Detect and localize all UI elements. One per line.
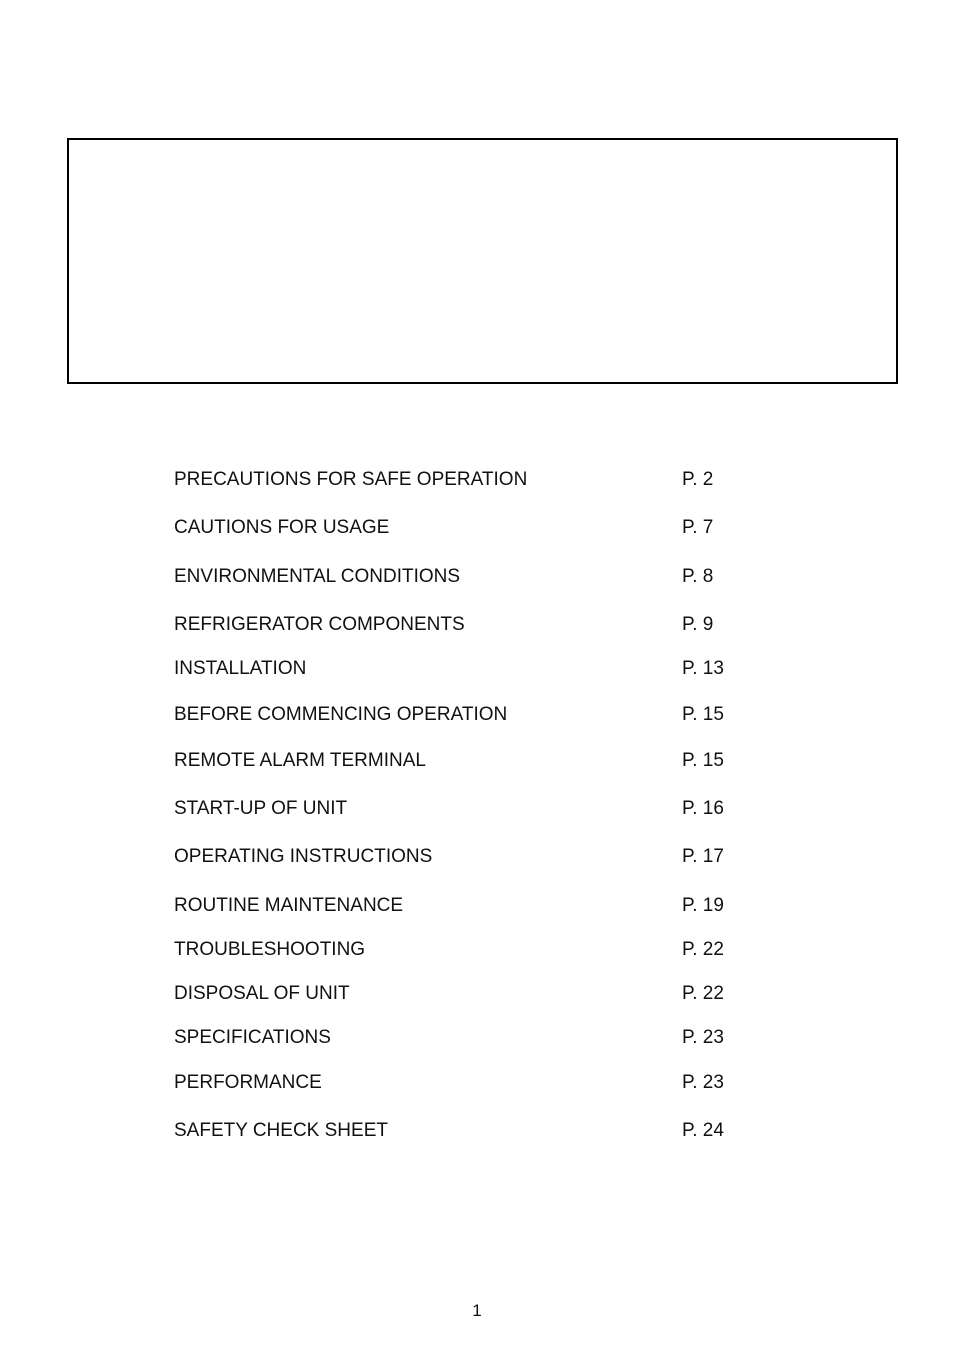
toc-entry[interactable] xyxy=(0,845,954,869)
toc-entry-page: P. 13 xyxy=(682,658,724,679)
toc-entry-page: P. 16 xyxy=(682,798,724,819)
toc-entry-page: P. 8 xyxy=(682,566,714,587)
toc-entry-page: P. 15 xyxy=(682,704,724,725)
toc-entry-page: P. 17 xyxy=(682,846,724,867)
toc-entry-title: ENVIRONMENTAL CONDITIONS xyxy=(174,566,461,587)
toc-entry[interactable] xyxy=(0,613,954,637)
toc-entry-page: P. 9 xyxy=(682,614,714,635)
toc-entry[interactable] xyxy=(0,1119,954,1143)
toc-entry[interactable] xyxy=(0,1071,954,1095)
toc-entry[interactable] xyxy=(0,657,954,681)
toc-entry-title: CAUTIONS FOR USAGE xyxy=(174,517,390,538)
toc-entry-title: ROUTINE MAINTENANCE xyxy=(174,895,404,916)
toc-entry-page: P. 7 xyxy=(682,517,714,538)
page-number: 1 xyxy=(472,1301,482,1320)
toc-entry-title: REMOTE ALARM TERMINAL xyxy=(174,750,426,771)
toc-entry[interactable] xyxy=(0,797,954,821)
toc-entry-title: DISPOSAL OF UNIT xyxy=(174,983,350,1004)
toc-entry-title: SAFETY CHECK SHEET xyxy=(174,1120,388,1141)
toc-entry[interactable] xyxy=(0,938,954,962)
toc-entry-title: PRECAUTIONS FOR SAFE OPERATION xyxy=(174,469,528,490)
toc-entry[interactable] xyxy=(0,516,954,540)
toc-entry-title: OPERATING INSTRUCTIONS xyxy=(174,846,433,867)
toc-entry[interactable] xyxy=(0,749,954,773)
toc-entry-page: P. 24 xyxy=(682,1120,724,1141)
toc-entry[interactable] xyxy=(0,565,954,589)
toc-entry[interactable] xyxy=(0,982,954,1006)
toc-entry[interactable] xyxy=(0,894,954,918)
toc-entry-page: P. 23 xyxy=(682,1027,724,1048)
toc-entry[interactable] xyxy=(0,468,954,492)
toc-entry-title: INSTALLATION xyxy=(174,658,307,679)
toc-entry[interactable] xyxy=(0,1026,954,1050)
toc-entry-page: P. 22 xyxy=(682,983,724,1004)
toc-entry-page: P. 2 xyxy=(682,469,714,490)
toc-entry[interactable] xyxy=(0,703,954,727)
toc-entry-page: P. 22 xyxy=(682,939,724,960)
toc-entry-title: PERFORMANCE xyxy=(174,1072,322,1093)
toc-entry-title: TROUBLESHOOTING xyxy=(174,939,366,960)
toc-entry-page: P. 19 xyxy=(682,895,724,916)
toc-entry-page: P. 15 xyxy=(682,750,724,771)
toc-entry-page: P. 23 xyxy=(682,1072,724,1093)
toc-entry-title: START-UP OF UNIT xyxy=(174,798,348,819)
toc-entry-title: SPECIFICATIONS xyxy=(174,1027,331,1048)
toc-entry-title: REFRIGERATOR COMPONENTS xyxy=(174,614,465,635)
toc-entry-title: BEFORE COMMENCING OPERATION xyxy=(174,704,508,725)
